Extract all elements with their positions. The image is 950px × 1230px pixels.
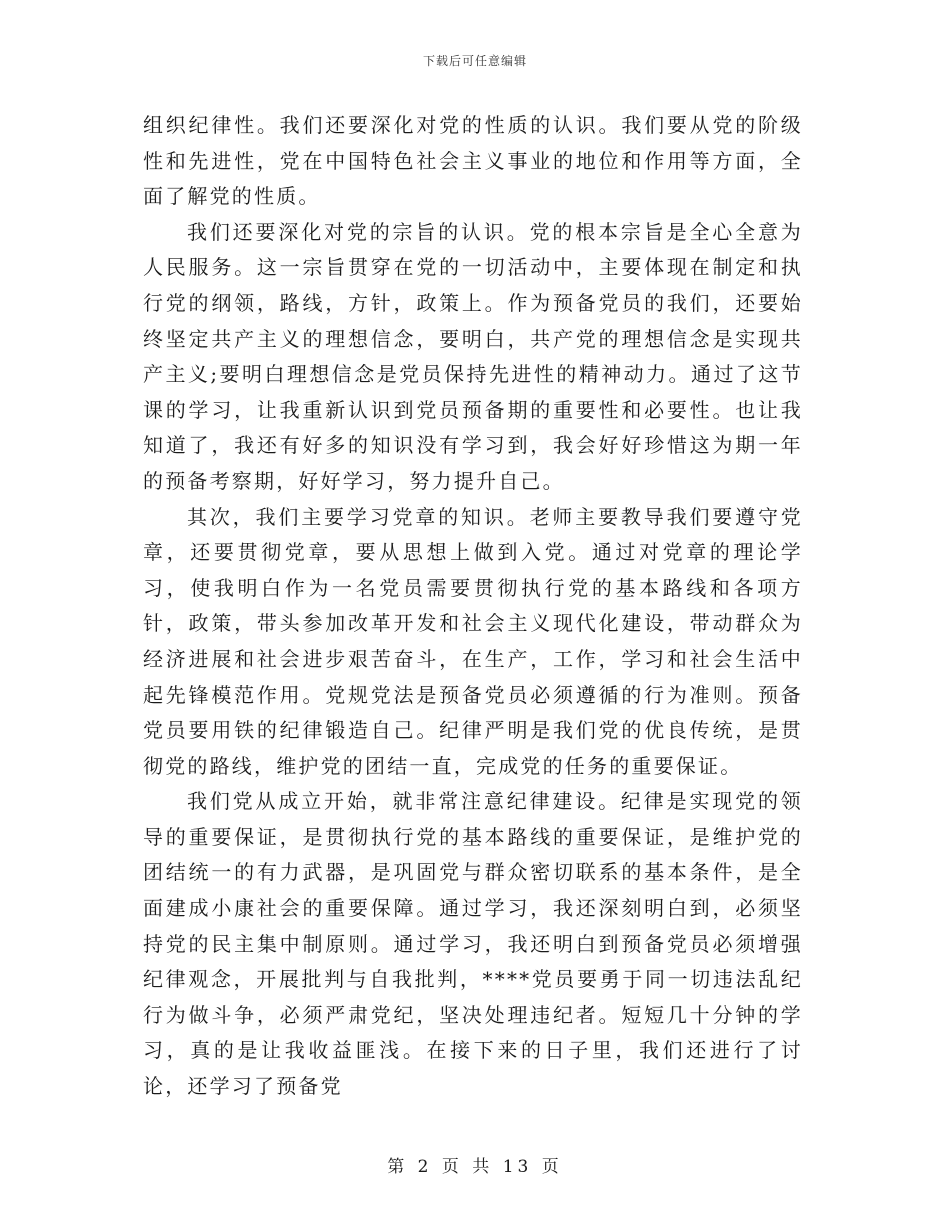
document-body [143, 108, 803, 1105]
header-note: 下载后可任意编辑 [422, 54, 527, 68]
paragraph-3: 其次，我们主要学习党章的知识。老师主要教导我们要遵守党章，还要贯彻党章，要从思想上做到入党。通过对党章的理论学习，使我明白作为一名党员需要贯彻执行党的基本路线和各项方针，政策，带头参加改革开发和社会主义现代化建设，带动群众为经济进展和社会进步艰苦奋斗，在生产，工作，学习和社会生活中起先锋模范作用。党规党法是预备党员必须遵循的行为准则。预备党员要用铁的纪律锻造自己。纪律严明是我们党的优良传统，是贯彻党的路线，维护党的团结一直，完成党的任务的重要保证。 [143, 504, 803, 778]
paragraph-2: 我们还要深化对党的宗旨的认识。党的根本宗旨是全心全意为人民服务。这一宗旨贯穿在党的一切活动中，主要体现在制定和执行党的纲领，路线，方针，政策上。作为预备党员的我们，还要始终坚定共产主义的理想信念，要明白，共产党的理想信念是实现共产主义;要明白理想信念是党员保持先进性的精神动力。通过了这节课的学习，让我重新认识到党员预备期的重要性和必要性。也让我知道了，我还有好多的知识没有学习到，我会好好珍惜这为期一年的预备考察期，好好学习，努力提升自己。 [143, 219, 803, 493]
paragraph-4: 我们党从成立开始，就非常注意纪律建设。纪律是实现党的领导的重要保证，是贯彻执行党的基本路线的重要保证，是维护党的团结统一的有力武器，是巩固党与群众密切联系的基本条件，是全面建成小康社会的重要保障。通过学习，我还深刻明白到，必须坚持党的民主集中制原则。通过学习，我还明白到预备党员必须增强纪律观念，开展批判与自我批判，****党员要勇于同一切违法乱纪行为做斗争，必须严肃党纪，坚决处理违纪者。短短几十分钟的学习，真的是让我收益匪浅。在接下来的日子里，我们还进行了讨论，还学习了预备党 [143, 789, 803, 1099]
page-number-footer: 第 2 页 共 13 页 [387, 1157, 563, 1177]
paragraph-1: 组织纪律性。我们还要深化对党的性质的认识。我们要从党的阶级性和先进性，党在中国特色社会主义事业的地位和作用等方面，全面了解党的性质。 [143, 113, 803, 209]
